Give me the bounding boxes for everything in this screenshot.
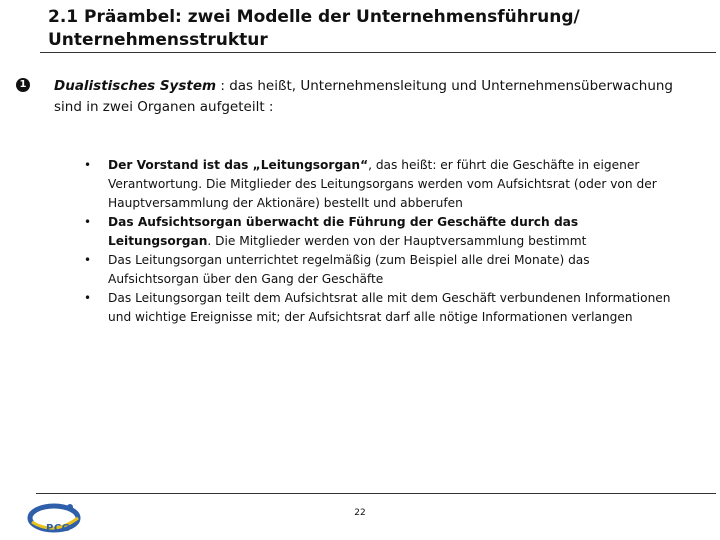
bullet-list xyxy=(84,156,684,327)
bullet-bold-text: Das Aufsichtsorgan überwacht die Führung der Geschäfte durch das Leitungsorgan xyxy=(108,215,579,248)
bullet-text: . Die Mitglieder werden von der Hauptversammlung bestimmt xyxy=(207,234,587,248)
bullet-text: , das heißt: er führt die Geschäfte in eigener Verantwortung. Die Mitglieder des Leitungsorgans werden vom Aufsichtsrat (oder von der Hauptversammlung der Aktionäre) bestellt und abberufen xyxy=(108,158,657,210)
lead-text: : das heißt, Unternehmensleitung und Unternehmensüberwachung sind in zwei Organen aufgeteilt : xyxy=(54,78,673,115)
bullet-bold-text: Der Vorstand ist das „Leitungsorgan“ xyxy=(108,158,369,172)
lead-paragraph xyxy=(54,76,694,118)
list-item xyxy=(84,289,684,327)
list-item xyxy=(84,251,684,289)
footer-divider xyxy=(36,493,716,494)
numbered-circle-icon: 1 xyxy=(16,78,30,92)
logo-text: PCG xyxy=(46,523,71,534)
title-divider xyxy=(40,52,716,53)
bullet-dot-icon: • xyxy=(84,291,92,305)
bullet-dot-icon: • xyxy=(84,253,92,267)
bullet-text: Das Leitungsorgan teilt dem Aufsichtsrat alle mit dem Geschäft verbundenen Informationen und wichtige Ereignisse mit; der Aufsichtsrat darf alle nötige Informationen verlangen xyxy=(108,291,671,324)
page-number: 22 xyxy=(354,508,366,518)
list-item xyxy=(84,156,684,213)
bullet-dot-icon: • xyxy=(84,215,92,229)
page-title: 2.1 Präambel: zwei Modelle der Unternehmensführung/ Unternehmensstruktur xyxy=(48,7,580,50)
bullet-text: Das Leitungsorgan unterrichtet regelmäßig (zum Beispiel alle drei Monate) das Aufsichtsorgan über den Gang der Geschäfte xyxy=(108,253,590,286)
lead-emphasis: Dualistisches System xyxy=(54,78,217,94)
list-item xyxy=(84,213,684,251)
bullet-dot-icon: • xyxy=(84,158,92,172)
